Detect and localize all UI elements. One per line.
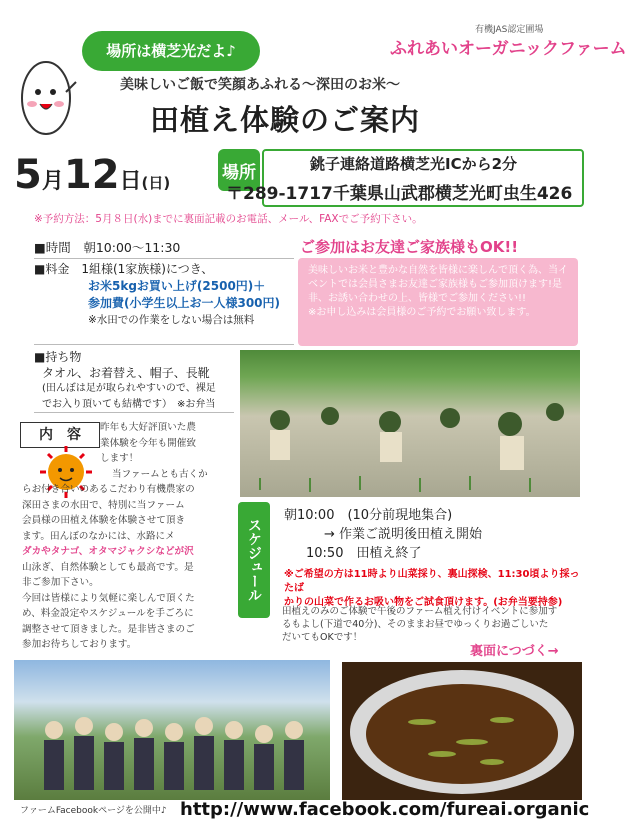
rice-planting-photo-art	[240, 350, 580, 497]
group-photo-art	[14, 660, 330, 800]
schedule-note	[282, 605, 582, 644]
family-body: 美味しいお米と豊かな自然を皆様に楽しんで頂く為、当イベントでは会員さまお友達ご家族様もご参加頂けます!是非、お誘い合わせの上、皆様でご参加ください!!	[308, 265, 568, 304]
family-note: ※お申し込みは会員様のご予約でお願い致します。	[308, 307, 536, 318]
content-body	[22, 420, 262, 653]
divider	[34, 258, 294, 259]
schedule-optional-line: ※ご希望の方は11時より山菜採り、裏山探検、11:30頃より採ったば	[284, 569, 580, 594]
fee-line-4: ※水田での作業をしない場合は無料	[88, 314, 255, 326]
facebook-link[interactable]: http://www.facebook.com/fureai.organic	[180, 799, 590, 820]
schedule-note-line: るもよし(下道で40分)、そのままお昼でゆっくりお過ごしいた	[282, 619, 549, 630]
content-line: 深田さまの水田で、特別に当ファーム	[22, 499, 185, 511]
content-line: 昨年も大好評頂いた農	[100, 422, 196, 433]
fee-line-1: 1組様(1家族様)につき、	[81, 262, 214, 276]
soup-pot-photo-art	[342, 662, 582, 800]
rice-planting-photo	[240, 350, 580, 497]
reservation-notice: ※予約方法：5月８日(水)までに裏面記載のお電話、メール、FAXでご予約下さい。	[34, 213, 423, 225]
items-line-1: タオル、お着替え、帽子、長靴	[42, 366, 210, 380]
speech-bubble: 場所は横芝光だよ♪	[82, 31, 260, 71]
event-date	[14, 152, 219, 196]
divider	[34, 344, 294, 345]
schedule-list	[284, 506, 482, 563]
group-photo	[14, 660, 330, 800]
time-label: ■時間	[34, 240, 71, 255]
content-line: 調整させて頂きました。是非皆さまのご	[22, 623, 195, 635]
content-line: らお付き合いのあるこだわり有機農家の	[22, 484, 195, 495]
facebook-notice: ファームFacebookページを公開中♪	[20, 806, 167, 816]
date-day-unit: 日	[119, 169, 142, 194]
schedule-tab: スケジュール	[238, 502, 270, 618]
jas-certified-label: 有機JAS認定圃場	[475, 25, 544, 35]
date-weekday: (日)	[141, 174, 171, 192]
items-line-2: (田んぼは足が取られやすいので、裸足	[42, 383, 216, 394]
schedule-item: → 作業ご説明後田植え開始	[324, 527, 483, 542]
content-line: 会員様の田植え体験を体験させて頂き	[22, 515, 186, 526]
fee-section	[34, 261, 296, 329]
date-month: 5	[14, 152, 42, 198]
fee-line-3: 参加費(小学生以上お一人様300円)	[88, 296, 281, 310]
content-line: 業体験を今年も開催致	[100, 437, 196, 449]
schedule-item: 10:50 田植え終了	[306, 546, 422, 561]
schedule-optional-line: かりの山菜で作るお吸い物をご試食頂けます。(お弁当要持参)	[284, 597, 563, 608]
time-row	[34, 238, 180, 256]
items-label: ■持ち物	[34, 350, 82, 364]
place-address: 〒289-1717千葉県山武郡横芝光町虫生426	[226, 184, 573, 204]
place-access: 銚子連絡道路横芝光ICから2分	[310, 155, 518, 173]
page-subtitle: 美味しいご飯で笑顔あふれる～深田のお米～	[120, 77, 400, 93]
family-heading: ご参加はお友達ご家族様もOK!!	[300, 238, 519, 256]
page-title: 田植え体験のご案内	[150, 103, 421, 137]
schedule-item: 朝10:00 (10分前現地集合)	[284, 508, 453, 523]
content-line: め、料金設定やスケジュールを手ごろに	[22, 608, 194, 619]
content-label: 内 容	[20, 422, 100, 448]
content-line: します！	[100, 453, 139, 464]
date-month-unit: 月	[41, 169, 64, 194]
schedule-note-line: 田植えのみのご体験で午後のファーム植え付けイベントに参加す	[282, 606, 558, 617]
divider	[34, 412, 234, 413]
schedule-optional-note	[284, 568, 580, 610]
fee-line-2: お米5kgお買い上げ(2500円)＋	[88, 279, 266, 293]
content-line: 非ご参加下さい。	[22, 577, 99, 588]
content-line: 山泳ぎ、自然体験としても最高です。是	[22, 561, 194, 573]
content-line: 参加お待ちしております。	[22, 639, 137, 650]
rice-mascot-illustration	[18, 52, 76, 142]
date-day: 12	[63, 152, 120, 198]
farm-logo: ふれあいオーガニックファーム	[390, 39, 627, 59]
items-section	[34, 349, 266, 413]
content-line: 当ファームとも古くか	[112, 468, 208, 480]
time-value: 朝10:00～11:30	[83, 240, 181, 255]
place-label: 場所	[218, 149, 260, 191]
family-box	[298, 258, 578, 346]
schedule-note-line: だいてもOKです！	[282, 632, 363, 643]
soup-pot-photo	[342, 662, 582, 800]
content-line: ダカやタナゴ、オタマジャクシなどが沢	[22, 546, 194, 557]
items-line-3: でお入り頂いても結構です） ※お弁当	[42, 399, 216, 410]
content-line: ます。田んぼのなかには、水路にメ	[22, 530, 175, 542]
fee-label: ■料金	[34, 262, 70, 276]
content-line: 今回は皆様により気軽に楽しんで頂くた	[22, 592, 195, 604]
continued-on-back-label: 裏面につづく→	[470, 644, 559, 659]
